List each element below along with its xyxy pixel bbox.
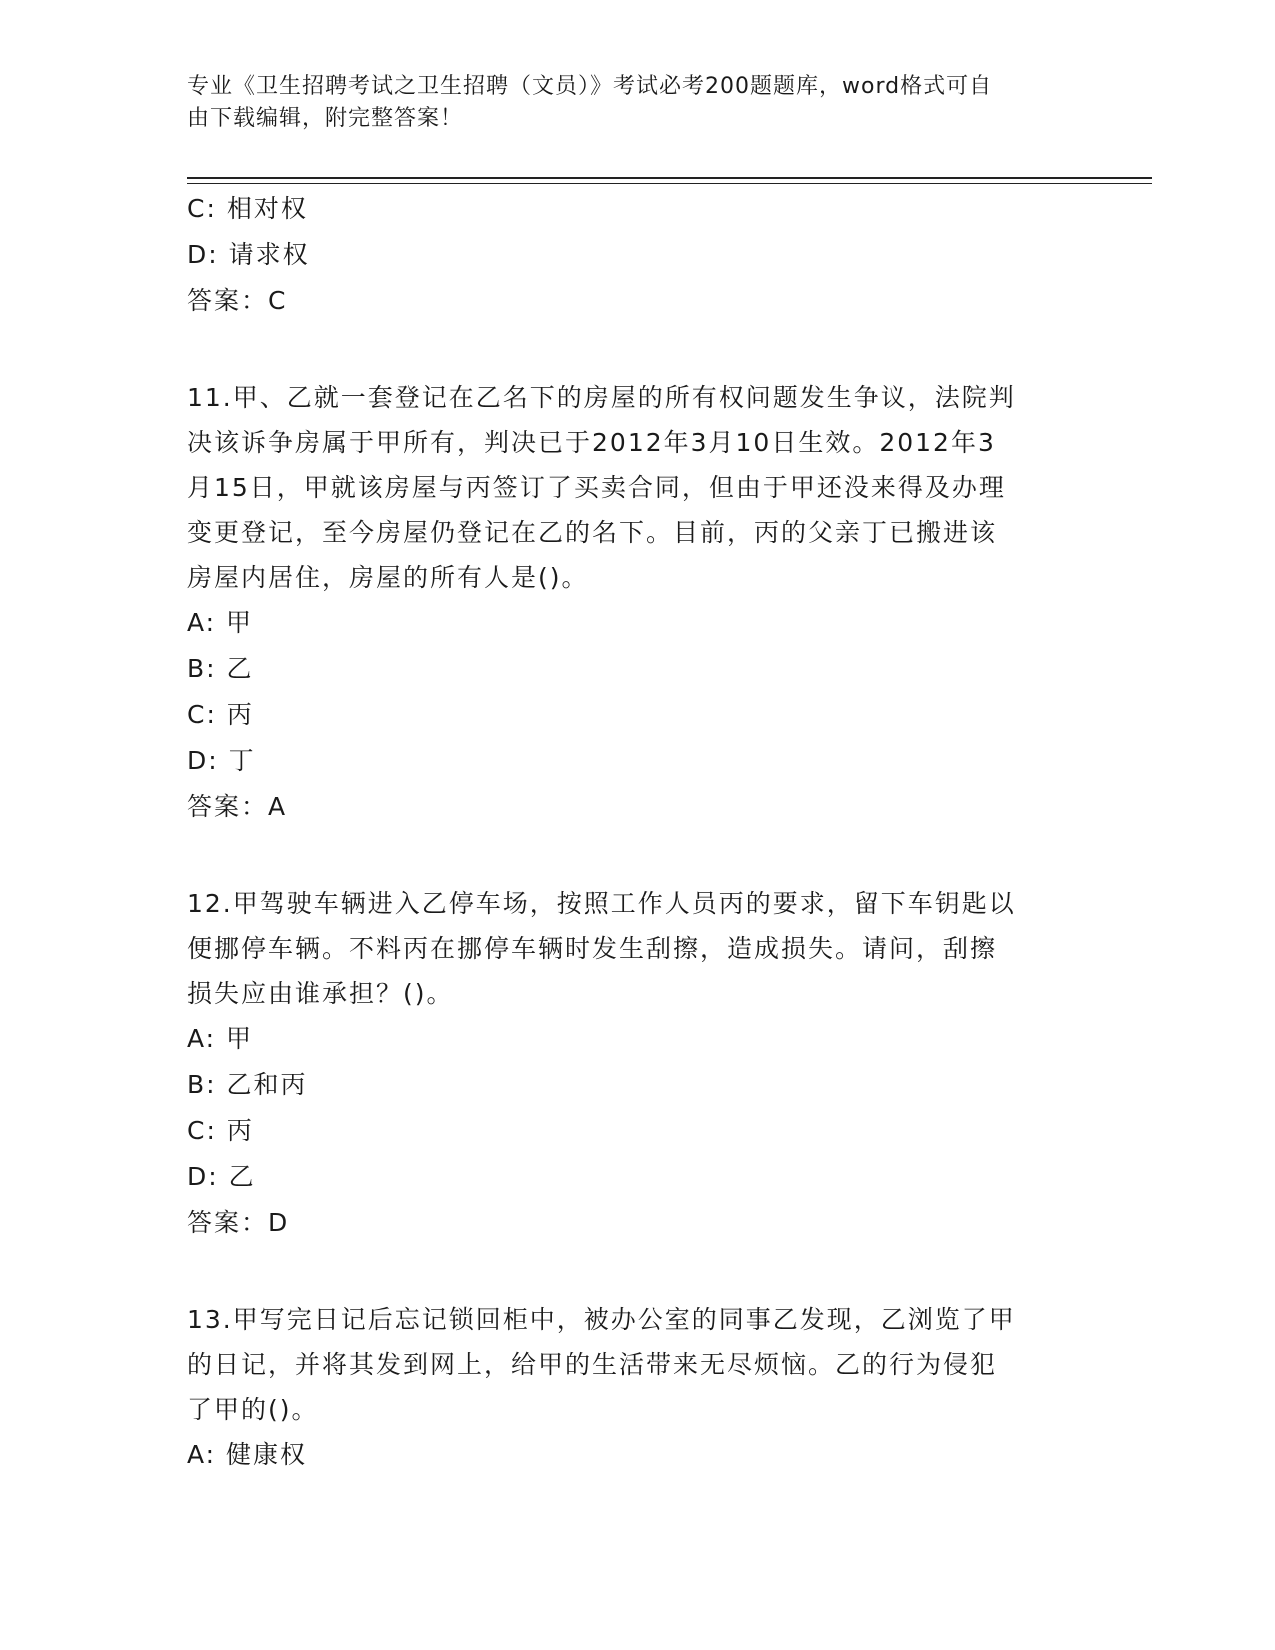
question-stem-line: 月15日，甲就该房屋与丙签订了买卖合同，但由于甲还没来得及办理 <box>187 473 1006 502</box>
option-c: C: 丙 <box>187 1116 254 1145</box>
question-stem-line: 了甲的()。 <box>187 1395 319 1424</box>
option-d: D: 丁 <box>187 746 256 775</box>
question-stem-line: 11.甲、乙就一套登记在乙名下的房屋的所有权问题发生争议，法院判 <box>187 383 1016 412</box>
spacer <box>187 323 1067 375</box>
question-stem-line: 12.甲驾驶车辆进入乙停车场，按照工作人员丙的要求，留下车钥匙以 <box>187 889 1016 918</box>
header-divider-thin <box>187 183 1152 184</box>
answer-line: 答案：A <box>187 792 288 821</box>
option-c: C: 丙 <box>187 700 254 729</box>
option-c: C: 相对权 <box>187 194 308 223</box>
header-divider-thick <box>187 177 1152 179</box>
option-a: A: 甲 <box>187 1024 254 1053</box>
question-content <box>187 186 1067 1478</box>
option-b: B: 乙和丙 <box>187 1070 308 1099</box>
question-12 <box>187 881 1067 1245</box>
question-11 <box>187 375 1067 829</box>
header-line-2: 由下载编辑，附完整答案！ <box>187 106 464 131</box>
answer-line: 答案：D <box>187 1208 290 1237</box>
document-header <box>187 71 1067 135</box>
option-d: D: 乙 <box>187 1162 256 1191</box>
option-d: D: 请求权 <box>187 240 310 269</box>
option-a: A: 健康权 <box>187 1440 308 1469</box>
question-stem-line: 变更登记，至今房屋仍登记在乙的名下。目前，丙的父亲丁已搬进该 <box>187 518 998 547</box>
spacer <box>187 1245 1067 1297</box>
question-stem-line: 13.甲写完日记后忘记锁回柜中，被办公室的同事乙发现，乙浏览了甲 <box>187 1305 1016 1334</box>
carryover-block <box>187 186 1067 323</box>
question-13 <box>187 1297 1067 1478</box>
option-b: B: 乙 <box>187 654 254 683</box>
question-stem-line: 损失应由谁承担？()。 <box>187 979 454 1008</box>
question-stem-line: 的日记，并将其发到网上，给甲的生活带来无尽烦恼。乙的行为侵犯 <box>187 1350 998 1379</box>
question-stem-line: 便挪停车辆。不料丙在挪停车辆时发生刮擦，造成损失。请问，刮擦 <box>187 934 998 963</box>
header-line-1: 专业《卫生招聘考试之卫生招聘（文员）》考试必考200题题库，word格式可自 <box>187 74 993 99</box>
answer-line: 答案：C <box>187 286 288 315</box>
question-stem-line: 决该诉争房属于甲所有，判决已于2012年3月10日生效。2012年3 <box>187 428 996 457</box>
option-a: A: 甲 <box>187 608 254 637</box>
question-stem-line: 房屋内居住，房屋的所有人是()。 <box>187 563 589 592</box>
spacer <box>187 829 1067 881</box>
